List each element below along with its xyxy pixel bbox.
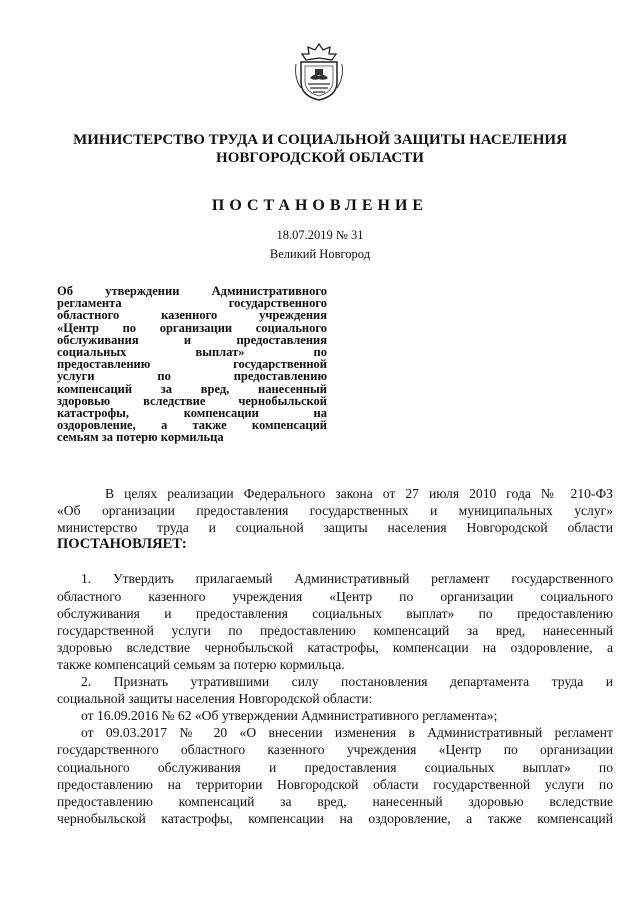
body-line: обслуживания и предоставления социальных выплат» по предоставлению [57,605,613,621]
body-line: областного казенного учреждения «Центр по организации социального [57,588,613,604]
document-city: Великий Новгород [269,247,371,261]
title-line: «Центр по организации социального [57,320,327,335]
body-line: здоровью вследствие чернобыльской катастрофы, компенсации на оздоровление, а [57,639,613,655]
body-line: 1. Утвердить прилагаемый Административный регламент государственного [81,571,613,587]
title-line: областного казенного учреждения [57,308,327,323]
body-line: социального обслуживания и предоставления социальных выплат» по [57,759,613,775]
body-line: предоставлению на территории Новгородской области государственной услуги по [57,776,613,792]
title-line: катастрофы, компенсации на [57,405,327,420]
body-line: социальной защиты населения Новгородской области: [57,691,373,707]
body-line: «Об организации предоставления государственных и муниципальных услуг» [57,503,613,519]
document-body [57,485,613,827]
body-line: также компенсаций семьям за потерю кормильца. [57,656,345,672]
body-line: государственного областного казенного учреждения «Центр по организации [57,742,613,758]
document-title [57,285,327,443]
title-line: оздоровление, а также компенсаций [57,418,327,433]
title-line: обслуживания и предоставления [57,332,327,347]
ministry-name-line2: НОВГОРОДСКОЙ ОБЛАСТИ [216,150,424,166]
body-line: государственной услуги по предоставлению компенсаций за вред, нанесенный [57,622,613,638]
body-line: от 16.09.2016 № 62 «Об утверждении Административного регламента»; [81,708,498,724]
document-type-heading: ПОСТАНОВЛЕНИЕ [211,197,429,214]
body-line: 2. Признать утратившими силу постановления департамента труда и [81,674,613,690]
body-line: предоставлению компенсаций за вред, нанесенный здоровью вследствие [57,793,613,809]
ministry-name-line1: МИНИСТЕРСТВО ТРУДА И СОЦИАЛЬНОЙ ЗАЩИТЫ НАСЕЛЕНИЯ [73,132,567,148]
body-line: В целях реализации Федерального закона от 27 июля 2010 года № 210-ФЗ [105,486,613,501]
body-line: от 09.03.2017 № 20 «О внесении изменения в Административный регламент [81,725,613,741]
title-line: регламента государственного [57,296,327,311]
body-line [57,553,613,570]
title-line: семьям за потерю кормильца [57,430,224,445]
title-line: Об утверждении Административного [57,284,327,298]
ministry-name [40,131,600,167]
title-line: услуги по предоставлению [57,369,327,384]
title-line: предоставлению государственной [57,357,327,372]
body-line: ПОСТАНОВЛЯЕТ: [57,536,187,553]
title-line: компенсаций за вред, нанесенный [57,381,327,396]
body-line: чернобыльской катастрофы, компенсации на оздоровление, а также компенсаций [57,810,613,826]
title-line: социальных выплат» по [57,344,327,359]
title-line: здоровью вследствие чернобыльской [57,393,327,408]
document-date-number: 18.07.2019 № 31 [276,228,364,242]
body-line: министерство труда и социальной защиты населения Новгородской области [57,520,613,536]
novgorod-coat-of-arms-icon [292,42,346,102]
